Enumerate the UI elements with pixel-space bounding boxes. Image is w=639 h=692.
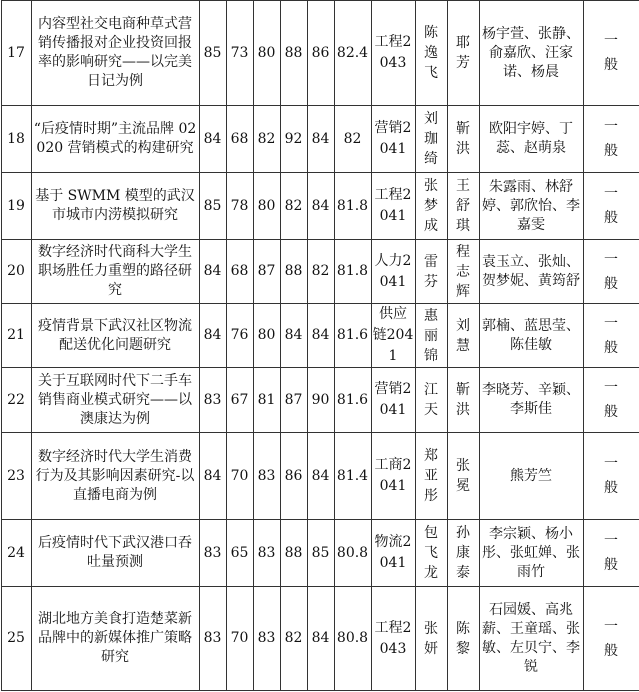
project-leader bbox=[415, 173, 447, 240]
row-number: 22 bbox=[1, 368, 31, 433]
table-row bbox=[1, 304, 639, 368]
advisor-name-text: 陈黎 bbox=[456, 620, 470, 657]
project-leader-text: 包飞龙 bbox=[424, 525, 438, 581]
score-2: 68 bbox=[226, 240, 253, 304]
project-table bbox=[1, 0, 639, 691]
project-title: “后疫情时期”主流品牌 02020 营销模式的构建研究 bbox=[31, 106, 199, 173]
total-score: 81.6 bbox=[334, 368, 371, 433]
project-title: 疫情背景下武汉社区物流配送优化问题研究 bbox=[31, 304, 199, 368]
class-name: 工商2041 bbox=[371, 433, 415, 520]
class-name: 工程2043 bbox=[371, 587, 415, 691]
project-title: 数字经济时代大学生消费行为及其影响因素研究-以直播电商为例 bbox=[31, 433, 199, 520]
score-3: 81 bbox=[253, 368, 280, 433]
score-4: 88 bbox=[280, 240, 307, 304]
project-title: 关于互联网时代下二手车销售商业模式研究——以澳康达为例 bbox=[31, 368, 199, 433]
table-row bbox=[1, 368, 639, 433]
score-4: 87 bbox=[280, 368, 307, 433]
grade-level-text: 一般 bbox=[604, 119, 618, 159]
class-name: 物流2041 bbox=[371, 520, 415, 587]
total-score: 82.4 bbox=[334, 1, 371, 106]
score-5: 86 bbox=[307, 1, 334, 106]
score-2: 73 bbox=[226, 1, 253, 106]
advisor-name-text: 孙康泰 bbox=[456, 525, 470, 581]
advisor-name-text: 耶芳 bbox=[456, 35, 470, 71]
table-row bbox=[1, 173, 639, 240]
score-5: 84 bbox=[307, 304, 334, 368]
class-name: 营销2041 bbox=[371, 106, 415, 173]
advisor-name-text: 张冕 bbox=[456, 458, 470, 494]
project-leader bbox=[415, 587, 447, 691]
grade-level bbox=[583, 368, 639, 433]
grade-level bbox=[583, 173, 639, 240]
advisor-name-text: 刘慧 bbox=[456, 317, 470, 354]
project-leader-text: 雷芬 bbox=[424, 253, 438, 290]
project-leader bbox=[415, 240, 447, 304]
score-2: 70 bbox=[226, 587, 253, 691]
score-2: 65 bbox=[226, 520, 253, 587]
score-1: 83 bbox=[199, 368, 226, 433]
total-score: 82 bbox=[334, 106, 371, 173]
grade-level bbox=[583, 106, 639, 173]
project-leader bbox=[415, 304, 447, 368]
score-2: 70 bbox=[226, 433, 253, 520]
total-score: 80.8 bbox=[334, 587, 371, 691]
table-row bbox=[1, 240, 639, 304]
score-3: 80 bbox=[253, 304, 280, 368]
advisor-name bbox=[447, 587, 479, 691]
score-1: 84 bbox=[199, 106, 226, 173]
project-leader bbox=[415, 368, 447, 433]
advisor-name-text: 程志辉 bbox=[456, 243, 470, 300]
advisor-name-text: 靳洪 bbox=[456, 121, 470, 157]
project-leader-text: 张梦成 bbox=[424, 178, 438, 234]
table-row bbox=[1, 106, 639, 173]
score-1: 85 bbox=[199, 173, 226, 240]
team-members: 石园媛、高兆薪、王童瑶、张敏、左贝宁、李锐 bbox=[479, 587, 583, 691]
team-members: 袁玉立、张灿、贺梦妮、黄筠舒 bbox=[479, 240, 583, 304]
score-1: 84 bbox=[199, 240, 226, 304]
advisor-name bbox=[447, 368, 479, 433]
advisor-name-text: 王舒琪 bbox=[456, 178, 470, 234]
row-number: 24 bbox=[1, 520, 31, 587]
score-3: 80 bbox=[253, 1, 280, 106]
team-members: 李宗颖、杨小彤、张虹婵、张雨竹 bbox=[479, 520, 583, 587]
score-4: 88 bbox=[280, 1, 307, 106]
grade-level-text: 一般 bbox=[604, 456, 618, 496]
score-5: 85 bbox=[307, 520, 334, 587]
grade-level bbox=[583, 433, 639, 520]
class-name: 人力2041 bbox=[371, 240, 415, 304]
score-2: 76 bbox=[226, 304, 253, 368]
total-score: 81.8 bbox=[334, 240, 371, 304]
score-4: 84 bbox=[280, 304, 307, 368]
grade-level-text: 一般 bbox=[604, 618, 618, 659]
table-row bbox=[1, 520, 639, 587]
score-4: 82 bbox=[280, 173, 307, 240]
grade-level bbox=[583, 520, 639, 587]
advisor-name bbox=[447, 433, 479, 520]
row-number: 17 bbox=[1, 1, 31, 106]
row-number: 23 bbox=[1, 433, 31, 520]
project-title: 基于 SWMM 模型的武汉市城市内涝模拟研究 bbox=[31, 173, 199, 240]
class-name: 工程2041 bbox=[371, 173, 415, 240]
project-title: 数字经济时代商科大学生职场胜任力重塑的路径研究 bbox=[31, 240, 199, 304]
score-1: 83 bbox=[199, 587, 226, 691]
total-score: 81.4 bbox=[334, 433, 371, 520]
table-row bbox=[1, 587, 639, 691]
score-1: 85 bbox=[199, 1, 226, 106]
score-5: 82 bbox=[307, 240, 334, 304]
grade-level-text: 一般 bbox=[604, 380, 618, 420]
score-2: 67 bbox=[226, 368, 253, 433]
advisor-name bbox=[447, 520, 479, 587]
score-2: 78 bbox=[226, 173, 253, 240]
project-leader-text: 江天 bbox=[424, 382, 438, 418]
advisor-name bbox=[447, 304, 479, 368]
team-members: 杨宇萱、张静、俞嘉欣、汪家诺、杨晨 bbox=[479, 1, 583, 106]
team-members: 李晓芳、辛颖、李斯佳 bbox=[479, 368, 583, 433]
score-3: 83 bbox=[253, 520, 280, 587]
grade-level-text: 一般 bbox=[604, 186, 618, 226]
score-2: 68 bbox=[226, 106, 253, 173]
team-members: 郭楠、蓝思莹、陈佳敏 bbox=[479, 304, 583, 368]
score-5: 84 bbox=[307, 433, 334, 520]
grade-level-text: 一般 bbox=[604, 533, 618, 573]
score-4: 92 bbox=[280, 106, 307, 173]
project-leader-text: 刘珈绮 bbox=[424, 111, 438, 167]
score-4: 88 bbox=[280, 520, 307, 587]
grade-level bbox=[583, 240, 639, 304]
project-leader bbox=[415, 1, 447, 106]
score-1: 84 bbox=[199, 304, 226, 368]
row-number: 20 bbox=[1, 240, 31, 304]
class-name: 营销2041 bbox=[371, 368, 415, 433]
team-members: 欧阳宇婷、丁蕊、赵萌泉 bbox=[479, 106, 583, 173]
project-leader bbox=[415, 106, 447, 173]
project-leader-text: 陈逸飞 bbox=[424, 25, 438, 81]
grade-level-text: 一般 bbox=[604, 315, 618, 356]
advisor-name bbox=[447, 1, 479, 106]
grade-level bbox=[583, 1, 639, 106]
score-3: 82 bbox=[253, 106, 280, 173]
grade-level-text: 一般 bbox=[604, 251, 618, 292]
project-leader bbox=[415, 433, 447, 520]
project-title: 内容型社交电商种草式营销传播报对企业投资回报率的影响研究——以完美日记为例 bbox=[31, 1, 199, 106]
score-4: 82 bbox=[280, 587, 307, 691]
advisor-name bbox=[447, 173, 479, 240]
project-leader-text: 张妍 bbox=[424, 620, 438, 657]
advisor-name bbox=[447, 106, 479, 173]
score-5: 84 bbox=[307, 106, 334, 173]
class-name: 工程2043 bbox=[371, 1, 415, 106]
row-number: 19 bbox=[1, 173, 31, 240]
score-1: 83 bbox=[199, 520, 226, 587]
class-name: 供应链2041 bbox=[371, 304, 415, 368]
row-number: 21 bbox=[1, 304, 31, 368]
grade-level bbox=[583, 304, 639, 368]
table-row bbox=[1, 433, 639, 520]
advisor-name-text: 靳洪 bbox=[456, 382, 470, 418]
score-4: 86 bbox=[280, 433, 307, 520]
total-score: 81.6 bbox=[334, 304, 371, 368]
score-1: 84 bbox=[199, 433, 226, 520]
team-members: 熊芳竺 bbox=[479, 433, 583, 520]
score-3: 87 bbox=[253, 240, 280, 304]
project-leader-text: 惠丽锦 bbox=[424, 307, 438, 364]
score-5: 84 bbox=[307, 587, 334, 691]
project-leader bbox=[415, 520, 447, 587]
grade-level bbox=[583, 587, 639, 691]
score-5: 90 bbox=[307, 368, 334, 433]
score-3: 83 bbox=[253, 433, 280, 520]
row-number: 25 bbox=[1, 587, 31, 691]
grade-level-text: 一般 bbox=[604, 33, 618, 73]
score-5: 84 bbox=[307, 173, 334, 240]
advisor-name bbox=[447, 240, 479, 304]
total-score: 81.8 bbox=[334, 173, 371, 240]
total-score: 80.8 bbox=[334, 520, 371, 587]
team-members: 朱露雨、林舒婷、郭欣怡、李嘉雯 bbox=[479, 173, 583, 240]
project-title: 后疫情时代下武汉港口吞吐量预测 bbox=[31, 520, 199, 587]
project-leader-text: 郑亚彤 bbox=[424, 448, 438, 504]
score-3: 83 bbox=[253, 587, 280, 691]
project-title: 湖北地方美食打造楚菜新品牌中的新媒体推广策略研究 bbox=[31, 587, 199, 691]
score-3: 80 bbox=[253, 173, 280, 240]
table-row bbox=[1, 1, 639, 106]
row-number: 18 bbox=[1, 106, 31, 173]
